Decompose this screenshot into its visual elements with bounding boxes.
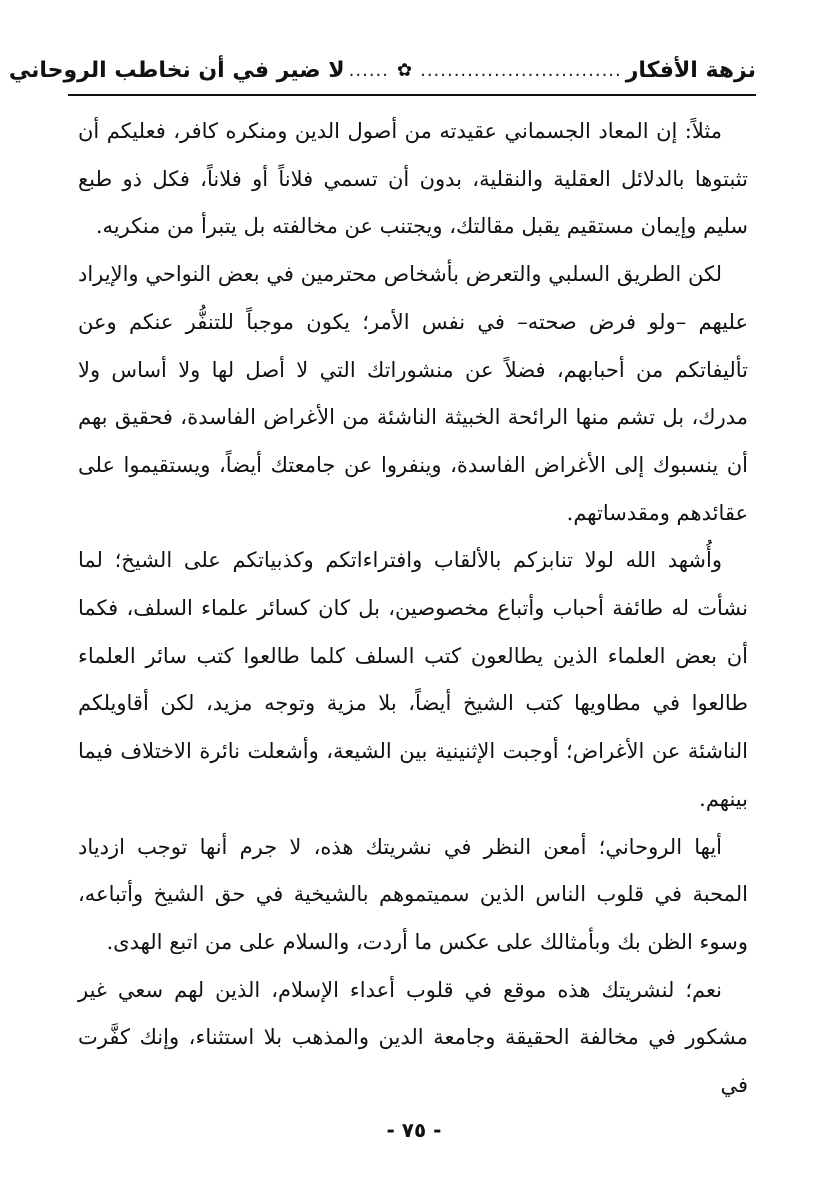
- paragraph: نعم؛ لنشريتك هذه موقع في قلوب أعداء الإسلام، الذين لهم سعي غير مشكور في مخالفة الحقيقة وجامعة الدين والمذهب بلا استثناء، وإنك كفَّرت في: [78, 977, 748, 1098]
- running-header: [8, 46, 756, 94]
- paragraph: مثلاً: إن المعاد الجسماني عقيدته من أصول الدين ومنكره كافر، فعليكم أن تثبتوها بالدلائل العقلية والنقلية، بدون أن تسمي فلاناً أو فلاناً، فكل ذو طبع سليم وإيمان مستقيم يقبل مقالتك، ويجتنب عن مخالفته بل يتبرأ من منكريه.: [78, 119, 748, 239]
- paragraph: أيها الروحاني؛ أمعن النظر في نشريتك هذه، لا جرم أنها توجب ازدياد المحبة في قلوب الناس الذين سميتموهم بالشيخية في حق الشيخ وأتباعه، وسوء الظن بك وبأمثالك على عكس ما أردت، والسلام على من اتبع الهدى.: [78, 834, 748, 954]
- body-text: [78, 108, 748, 1110]
- header-dot-leader-short: ......: [348, 59, 389, 81]
- paragraph: لكن الطريق السلبي والتعرض بأشخاص محترمين في بعض النواحي والإيراد عليهم –ولو فرض صحته– في نفس الأمر؛ يكون موجباً للتنفُّر عنكم وعن تأليفاتكم من أحبابهم، فضلاً عن منشوراتك التي لا أصل لها ولا أساس ولا مدرك، بل تشم منها الرائحة الخبيثة الناشئة من الأغراض الفاسدة، فحقيق بهم أن ينسبوك إلى الأغراض الفاسدة، وينفروا عن جامعتك أيضاً، ويستقيموا على عقائدهم ومقدساتهم.: [78, 262, 748, 525]
- header-divider: [68, 94, 756, 96]
- flower-ornament-icon: ✿: [397, 59, 413, 81]
- section-title: لا ضير في أن نخاطب الروحاني: [8, 57, 345, 83]
- page-number: - ٧٥ -: [386, 1118, 442, 1142]
- book-title: نزهة الأفكار: [625, 57, 756, 83]
- header-dot-leader: ..............................: [420, 59, 622, 81]
- paragraph: وأُشهد الله لولا تنابزكم بالألقاب وافتراءاتكم وكذبياتكم على الشيخ؛ لما نشأت له طائفة أحباب وأتباع مخصوصين، بل كان كسائر علماء السلف، فكما أن بعض العلماء الذين يطالعون كتب السلف كلما طالعوا كتب سائر العلماء طالعوا في مطاويها كتب الشيخ أيضاً، بلا مزية وتوجه مزيد، لكن أقاويلكم الناشئة عن الأغراض؛ أوجبت الإثنينية بين الشيعة، وأشعلت نائرة الاختلاف فيما بينهم.: [78, 548, 748, 811]
